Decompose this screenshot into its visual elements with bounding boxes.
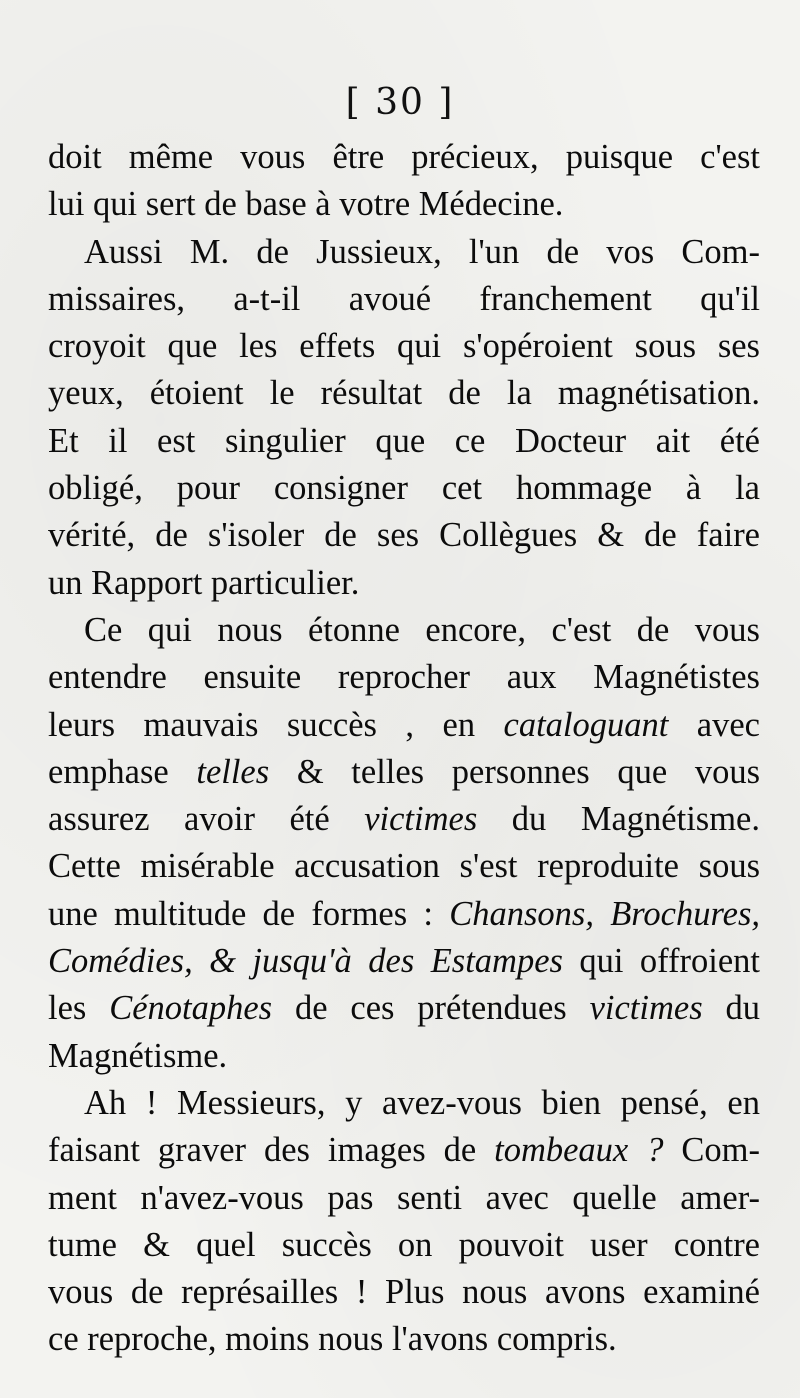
- text-line-roman: Magnétisme.: [48, 1036, 228, 1075]
- text-line: [48, 796, 760, 843]
- body-text: [48, 134, 760, 1364]
- text-line: [48, 1080, 760, 1127]
- text-line-italic: tombeaux ?: [494, 1131, 664, 1170]
- text-line-roman: Cette misérable accusation s'est reproduite sous: [48, 847, 760, 886]
- text-line-roman-after: & telles personnes que vous: [269, 752, 760, 791]
- text-line: [48, 1033, 760, 1080]
- text-line-roman: tume & quel succès on pouvoit user contre: [48, 1225, 760, 1264]
- text-line-italic: cataloguant: [503, 705, 669, 744]
- text-line-roman-after: avec: [668, 705, 760, 744]
- text-line-roman-after: du Magnétisme.: [477, 800, 760, 839]
- text-line-roman: emphase: [48, 752, 169, 791]
- text-line-roman: un Rapport particulier.: [48, 563, 360, 602]
- text-line-italic: victimes: [364, 800, 478, 839]
- text-line: [48, 938, 760, 985]
- text-line-roman-after: Com-: [663, 1131, 760, 1170]
- text-line-roman: Ah ! Messieurs, y avez-vous bien pensé, en: [84, 1083, 760, 1122]
- text-line-roman: missaires, a-t-il avoué franchement qu'il: [48, 279, 760, 318]
- text-line-roman: vous de représailles ! Plus nous avons examiné: [48, 1273, 760, 1312]
- text-line: [48, 607, 760, 654]
- text-line-roman: Et il est singulier que ce Docteur ait été: [48, 421, 760, 460]
- text-line: [48, 702, 760, 749]
- text-line-roman: les: [48, 989, 87, 1028]
- text-line-italic: victimes: [589, 989, 703, 1028]
- text-line-roman: entendre ensuite reprocher aux Magnétistes: [48, 658, 760, 697]
- text-line-italic: telles: [196, 752, 270, 791]
- text-line-roman: assurez avoir été: [48, 800, 330, 839]
- text-line-roman: obligé, pour consigner cet hommage à la: [48, 469, 760, 508]
- text-line: [48, 276, 760, 323]
- text-line-italic: Chansons, Brochures,: [449, 894, 760, 933]
- text-line: [48, 418, 760, 465]
- text-line-roman: ment n'avez-vous pas senti avec quelle amer-: [48, 1178, 760, 1217]
- text-line: [48, 749, 760, 796]
- text-line: [48, 1316, 760, 1363]
- text-line: [48, 1269, 760, 1316]
- text-line-roman: lui qui sert de base à votre Médecine.: [48, 185, 564, 224]
- text-line: [48, 181, 760, 228]
- text-line-roman: une multitude de formes :: [48, 894, 433, 933]
- text-line: [48, 654, 760, 701]
- text-line: [48, 134, 760, 181]
- text-line-roman: leurs mauvais succès , en: [48, 705, 476, 744]
- text-line: [48, 323, 760, 370]
- text-line-italic: Cénotaphes: [109, 989, 273, 1028]
- text-line-roman: vérité, de s'isoler de ses Collègues & de faire: [48, 516, 760, 555]
- text-line: [48, 229, 760, 276]
- text-line-roman: yeux, étoient le résultat de la magnétisation.: [48, 374, 760, 413]
- text-line-italic: Comédies, & jusqu'à des Estampes: [48, 942, 563, 981]
- text-line-roman: ce reproche, moins nous l'avons compris.: [48, 1320, 617, 1359]
- text-line-roman-after: qui offroient: [562, 942, 760, 981]
- text-line-roman: croyoit que les effets qui s'opéroient sous ses: [48, 327, 760, 366]
- text-line-roman: doit même vous être précieux, puisque c'est: [48, 138, 760, 176]
- text-line: [48, 985, 760, 1032]
- text-line-roman: Aussi M. de Jussieux, l'un de vos Com-: [84, 232, 760, 271]
- text-line-roman-after: du: [702, 989, 760, 1028]
- text-line: [48, 1175, 760, 1222]
- text-line-roman: faisant graver des images de: [48, 1131, 477, 1170]
- text-line-roman-after: de ces prétendues: [272, 989, 567, 1028]
- text-line: [48, 370, 760, 417]
- page-number: [ 30 ]: [345, 82, 455, 123]
- text-line: [48, 1222, 760, 1269]
- text-line: [48, 560, 760, 607]
- text-line: [48, 843, 760, 890]
- text-line: [48, 512, 760, 559]
- text-line: [48, 465, 760, 512]
- text-line: [48, 891, 760, 938]
- text-line: [48, 1127, 760, 1174]
- text-line-roman: Ce qui nous étonne encore, c'est de vous: [84, 610, 760, 649]
